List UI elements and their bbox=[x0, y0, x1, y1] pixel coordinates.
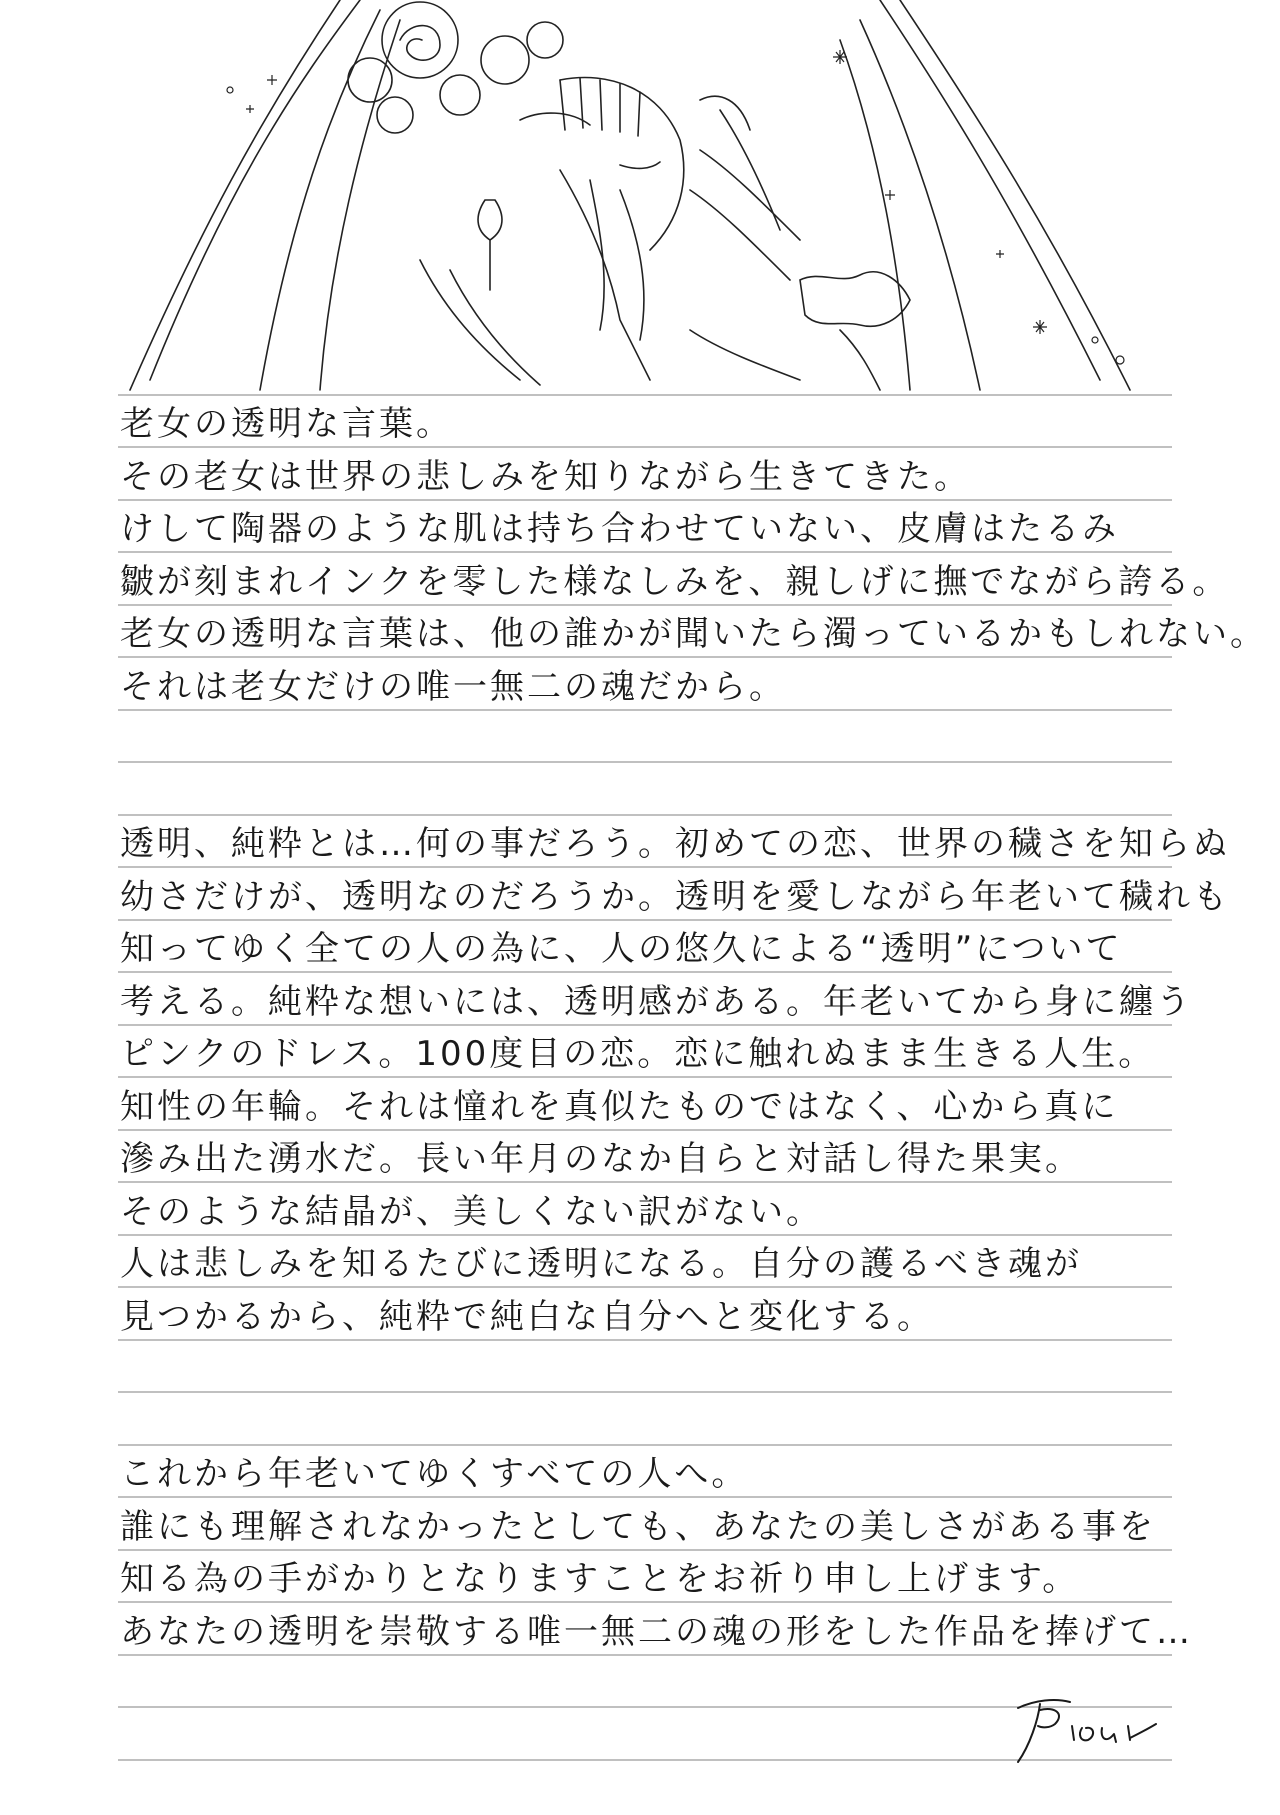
text-line: ピンクのドレス。100度目の恋。恋に触れぬまま生きる人生。 bbox=[120, 1034, 1156, 1074]
handwritten-signature bbox=[1010, 1690, 1160, 1770]
text-line: 見つかるから、純粋で純白な自分へと変化する。 bbox=[120, 1297, 934, 1337]
text-line: 老女の透明な言葉は、他の誰かが聞いたら濁っているかもしれない。 bbox=[120, 614, 1267, 654]
text-line: 皺が刻まれインクを零した様なしみを、親しげに撫でながら誇る。 bbox=[120, 562, 1230, 602]
text-line: 人は悲しみを知るたびに透明になる。自分の護るべき魂が bbox=[120, 1244, 1082, 1284]
text-line: それは老女だけの唯一無二の魂だから。 bbox=[120, 667, 786, 707]
text-line: 透明、純粋とは…何の事だろう。初めての恋、世界の穢さを知らぬ bbox=[120, 824, 1230, 864]
text-line: 考える。純粋な想いには、透明感がある。年老いてから身に纏う bbox=[120, 982, 1193, 1022]
text-line: けして陶器のような肌は持ち合わせていない、皮膚はたるみ bbox=[120, 509, 1119, 549]
text-line: これから年老いてゆくすべての人へ。 bbox=[120, 1454, 749, 1494]
text-line: 滲み出た湧水だ。長い年月のなか自らと対話し得た果実。 bbox=[120, 1139, 1082, 1179]
text-line: 知る為の手がかりとなりますことをお祈り申し上げます。 bbox=[120, 1559, 1080, 1599]
text-line: そのような結晶が、美しくない訳がない。 bbox=[120, 1192, 823, 1232]
text-line: 老女の透明な言葉。 bbox=[120, 404, 453, 444]
text-line: 幼さだけが、透明なのだろうか。透明を愛しながら年老いて穢れも bbox=[120, 877, 1230, 917]
text-line: 知性の年輪。それは憧れを真似たものではなく、心から真に bbox=[120, 1087, 1119, 1127]
text-line: 知ってゆく全ての人の為に、人の悠久による“透明”について bbox=[120, 929, 1123, 969]
text-line: その老女は世界の悲しみを知りながら生きてきた。 bbox=[120, 457, 971, 497]
text-line: 誰にも理解されなかったとしても、あなたの美しさがある事を bbox=[120, 1507, 1156, 1547]
text-line: あなたの透明を崇敬する唯一無二の魂の形をした作品を捧げて… bbox=[120, 1612, 1193, 1652]
